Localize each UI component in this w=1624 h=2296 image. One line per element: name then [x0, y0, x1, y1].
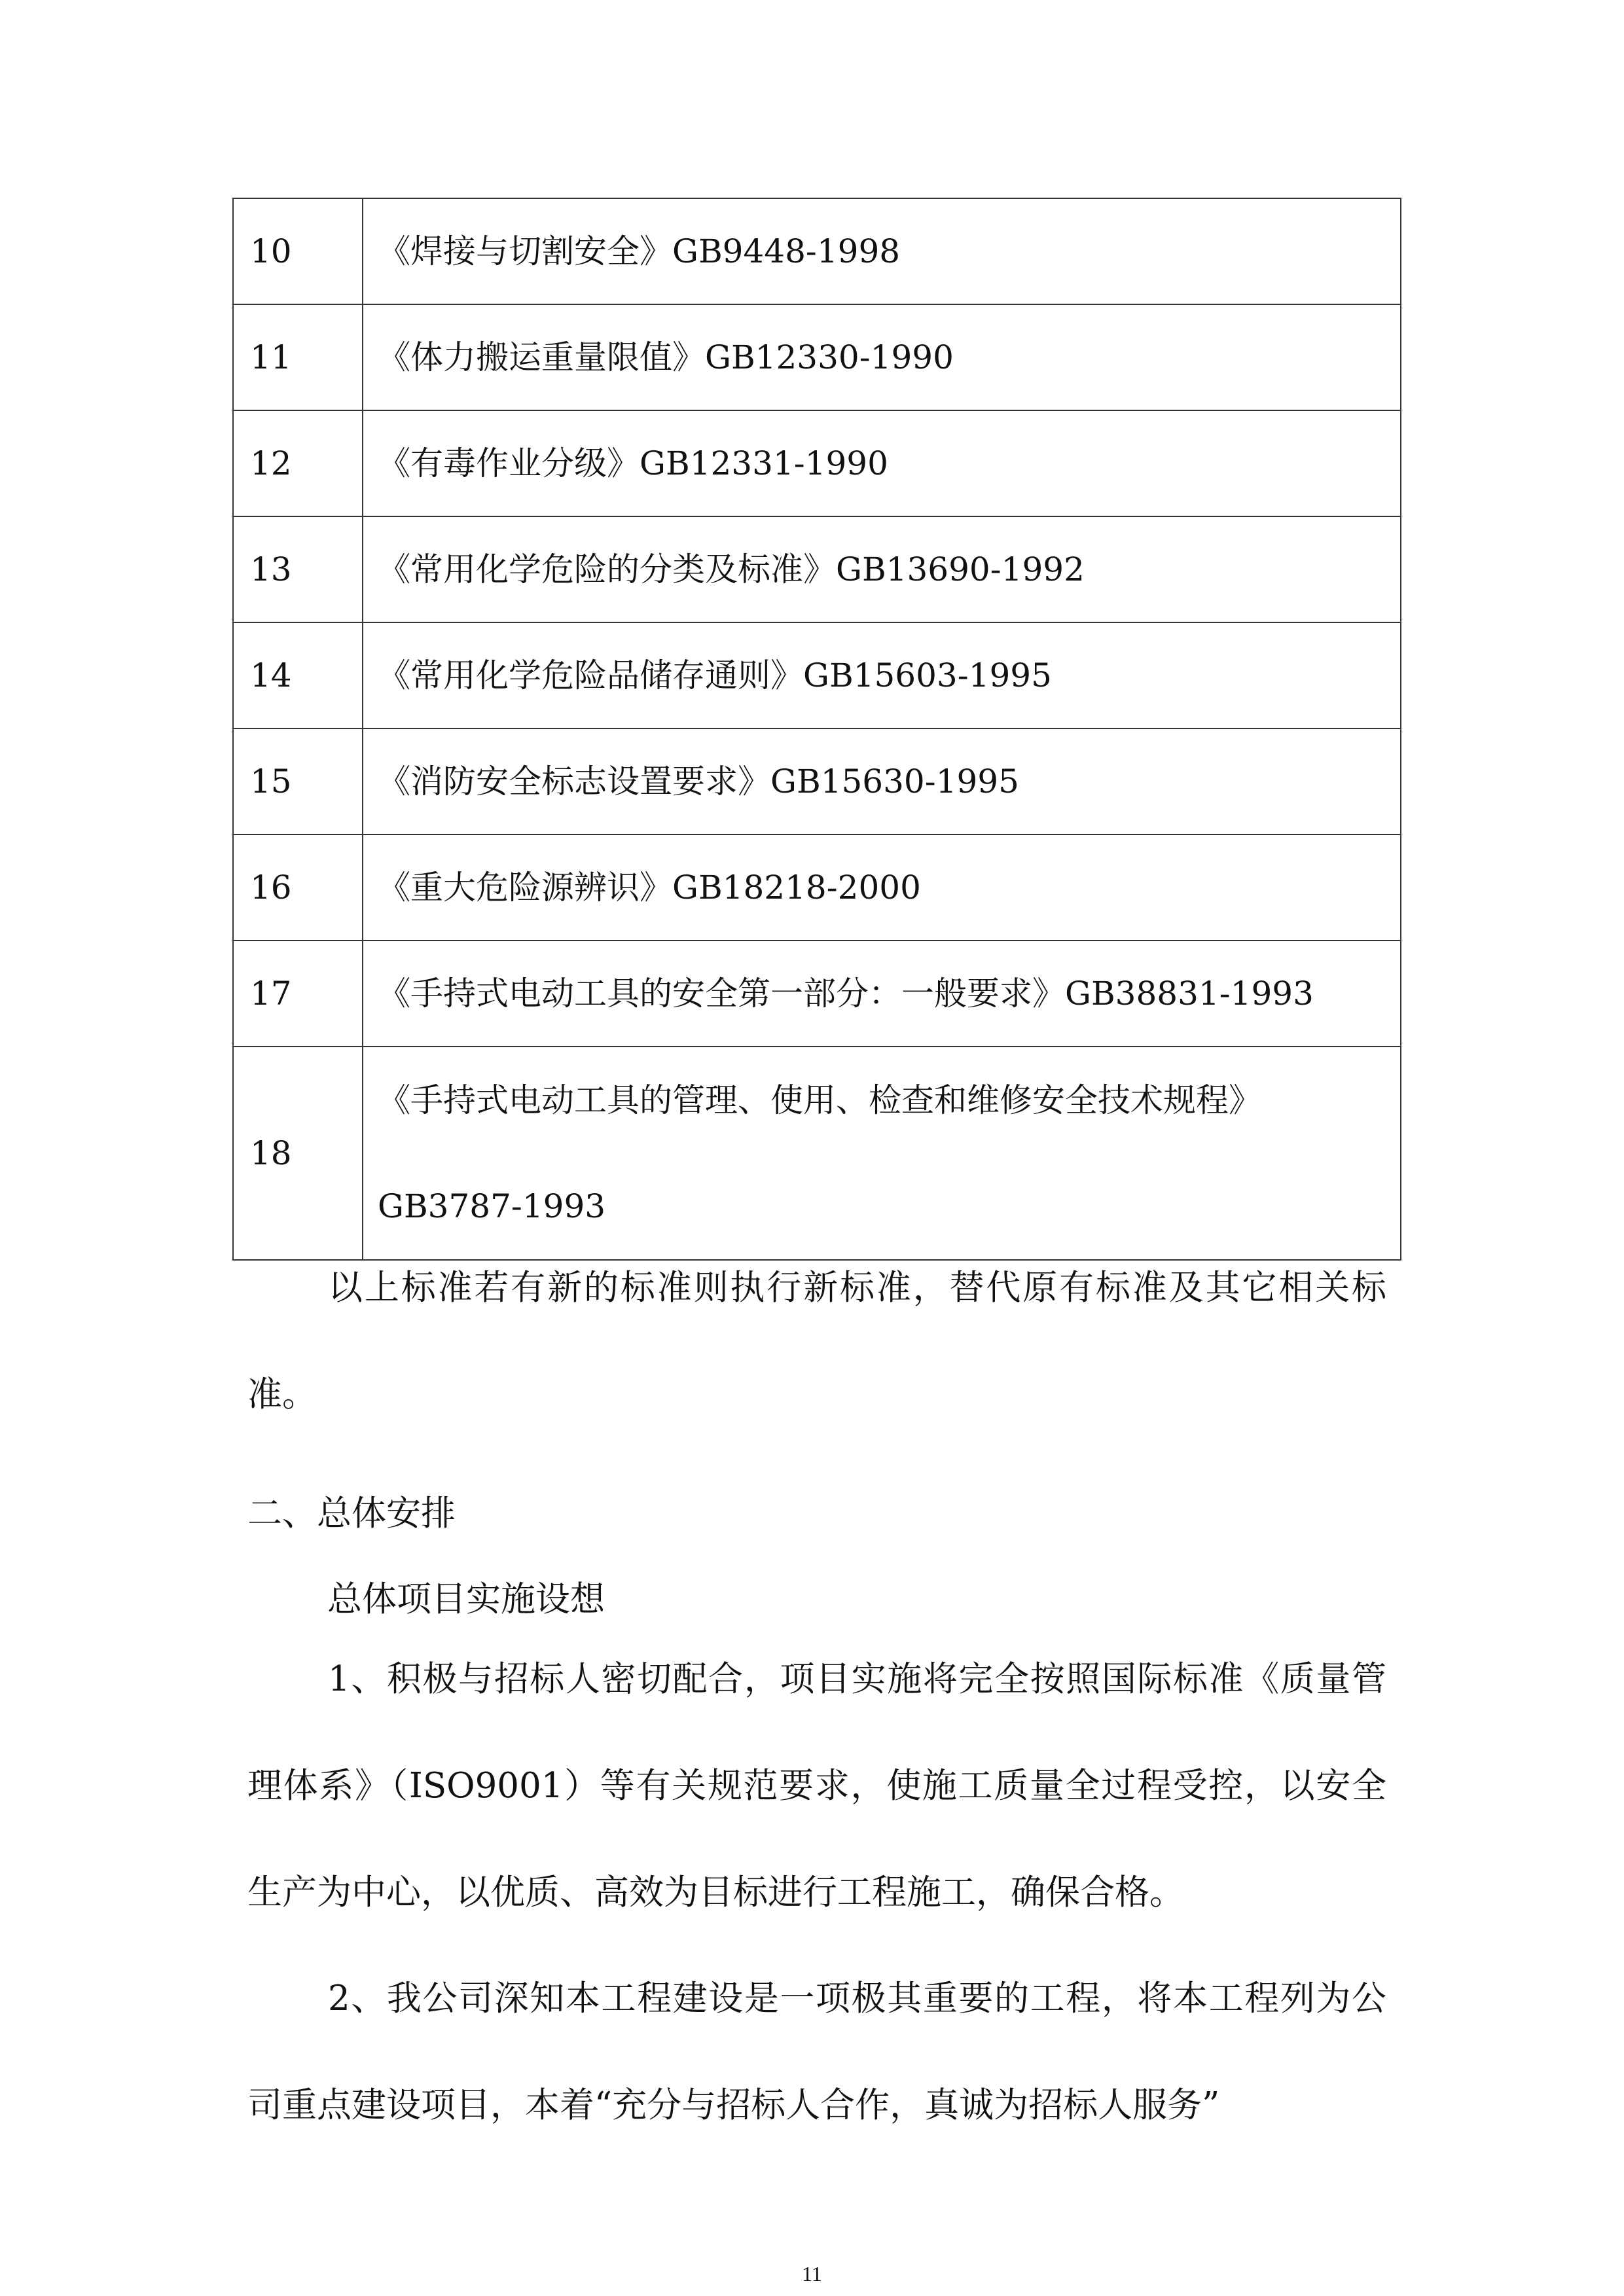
table-row [233, 728, 1401, 834]
standard-name: 《体力搬运重量限值》GB12330-1990 [363, 304, 1401, 410]
row-number: 13 [233, 516, 363, 622]
row-number: 15 [233, 728, 363, 834]
standard-name: 《有毒作业分级》GB12331-1990 [363, 410, 1401, 516]
row-number: 14 [233, 622, 363, 728]
row-number: 16 [233, 834, 363, 941]
table-row [233, 304, 1401, 410]
row-number: 17 [233, 941, 363, 1047]
standard-name: 《焊接与切割安全》GB9448-1998 [363, 198, 1401, 304]
table-row [233, 198, 1401, 304]
row-number: 18 [233, 1047, 363, 1260]
standard-name: 《常用化学危险的分类及标准》GB13690-1992 [363, 516, 1401, 622]
table-row [233, 622, 1401, 728]
table-row [233, 410, 1401, 516]
standards-table [232, 198, 1401, 1261]
standard-name: 《消防安全标志设置要求》GB15630-1995 [363, 728, 1401, 834]
standards-note: 以上标准若有新的标准则执行新标准，替代原有标准及其它相关标准。 [247, 1268, 1386, 1414]
row-number: 11 [233, 304, 363, 410]
standard-name: 《手持式电动工具的管理、使用、检查和维修安全技术规程》GB3787-1993 [363, 1047, 1401, 1260]
table-row [233, 1047, 1401, 1260]
row-number: 10 [233, 198, 363, 304]
page-number: 11 [802, 2262, 822, 2286]
table-row [233, 834, 1401, 941]
table-row [233, 941, 1401, 1047]
standard-name: 《常用化学危险品储存通则》GB15603-1995 [363, 622, 1401, 728]
standard-name: 《重大危险源辨识》GB18218-2000 [363, 834, 1401, 941]
plan-item-2: 2、我公司深知本工程建设是一项极其重要的工程，将本工程列为公司重点建设项目，本着“充分与招标人合作，真诚为招标人服务” [247, 1979, 1386, 2125]
section-heading: 二、总体安排 [247, 1494, 456, 1534]
plan-item-1: 1、积极与招标人密切配合，项目实施将完全按照国际标准《质量管理体系》（ISO9001）等有关规范要求，使施工质量全过程受控，以安全生产为中心，以优质、高效为目标进行工程施工，确保合格。 [247, 1659, 1386, 1912]
row-number: 12 [233, 410, 363, 516]
standard-name: 《手持式电动工具的安全第一部分：一般要求》GB38831-1993 [363, 941, 1401, 1047]
section-subheading: 总体项目实施设想 [327, 1579, 605, 1619]
table-row [233, 516, 1401, 622]
